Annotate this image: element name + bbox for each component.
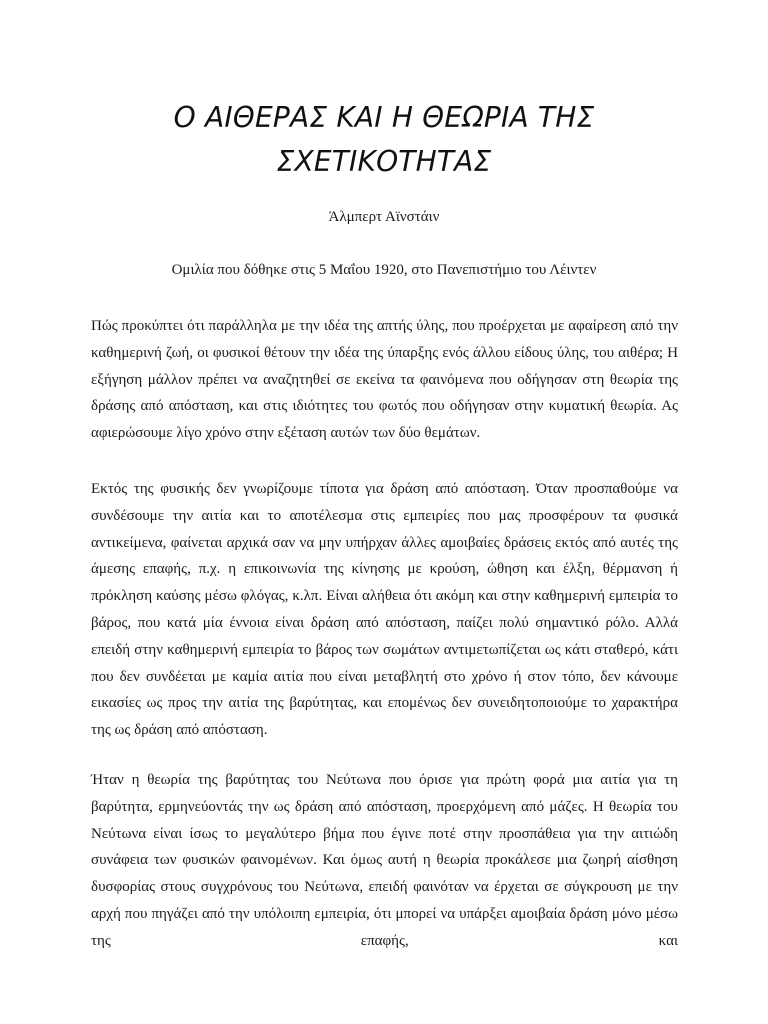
lecture-subtitle: Ομιλία που δόθηκε στις 5 Μαΐου 1920, στο Πανεπιστήμιο του Λέιντεν [171, 262, 597, 278]
author-name: Άλμπερτ Αϊνστάιν [328, 209, 440, 225]
document-title [0, 96, 768, 184]
paragraph-1: Πώς προκύπτει ότι παράλληλα με την ιδέα της απτής ύλης, που προέρχεται με αφαίρεση από την καθημερινή ζωή, οι φυσικοί θέτουν την ιδέα της ύπαρξης ενός άλλου είδους ύλης, του αιθέρα; Η εξήγηση μάλλον πρέπει να αναζητηθεί σε εκείνα τα φαινόμενα που οδήγησαν στη θεωρία της δράσης από απόσταση, και στις ιδιότητες του φωτός που οδήγησαν στην κυματική θεωρία. Ας αφιερώσουμε λίγο χρόνο στην εξέταση αυτών των δύο θεμάτων. [91, 318, 678, 442]
paragraph-3: Ήταν η θεωρία της βαρύτητας του Νεύτωνα που όρισε για πρώτη φορά μια αιτία για τη βαρύτητα, ερμηνεύοντάς την ως δράση από απόσταση, προερχόμενη από μάζες. Η θεωρία του Νεύτωνα είναι ίσως το μεγαλύτερο βήμα που έγινε ποτέ στην προσπάθεια για την αιτιώδη συνάφεια των φυσικών φαινομένων. Και όμως αυτή η θεωρία προκάλεσε μια ζωηρή αίσθηση δυσφορίας στους συγχρόνους του Νεύτωνα, επειδή φαινόταν να έρχεται σε σύγκρουση με την αρχή που πηγάζει από την υπόλοιπη εμπειρία, ότι μπορεί να υπάρξει αμοιβαία δράση μόνο μέσω της επαφής, και [91, 772, 678, 949]
paragraph-2: Εκτός της φυσικής δεν γνωρίζουμε τίποτα για δράση από απόσταση. Όταν προσπαθούμε να συνδέσουμε την αιτία και το αποτέλεσμα στις εμπειρίες που μας προσφέρουν τα φυσικά αντικείμενα, φαίνεται αρχικά σαν να μην υπήρχαν άλλες αμοιβαίες δράσεις εκτός από αυτές της άμεσης επαφής, π.χ. η επικοινωνία της κίνησης με κρούση, ώθηση και έλξη, θέρμανση ή πρόκληση καύσης μέσω φλόγας, κ.λπ. Είναι αλήθεια ότι ακόμη και στην καθημερινή εμπειρία το βάρος, που κατά μία έννοια είναι δράση από απόσταση, παίζει πολύ σημαντικό ρόλο. Αλλά επειδή στην καθημερινή εμπειρία το βάρος των σωμάτων αντιμετωπίζεται ως κάτι σταθερό, κάτι που δεν συνδέεται με καμία αιτία που είναι μεταβλητή στο χρόνο ή στον τόπο, δεν κάνουμε εικασίες ως προς την αιτία της βαρύτητας, και επομένως δεν συνειδητοποιούμε το χαρακτήρα της ως δράση από απόσταση. [91, 481, 678, 739]
title-line-2: ΣΧΕΤΙΚΟΤΗΤΑΣ [276, 145, 492, 178]
title-line-1: Ο ΑΙΘΕΡΑΣ ΚΑΙ Η ΘΕΩΡΙΑ ΤΗΣ [173, 101, 595, 134]
